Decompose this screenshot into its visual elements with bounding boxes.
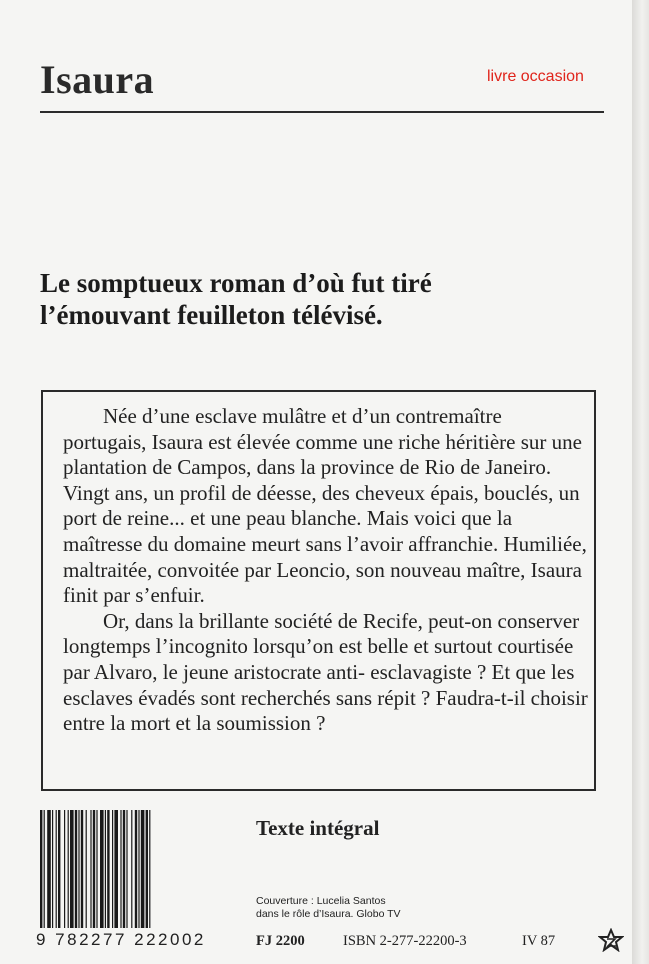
summary-line: de Janeiro. Vingt ans, un profil de déesse, des cheveux (63, 455, 552, 505)
summary-text (63, 404, 588, 737)
barcode-bar (112, 810, 113, 928)
summary-line: esclavagiste ? Et que les esclaves évadés sont recherchés (63, 659, 575, 710)
barcode-bar (141, 810, 145, 928)
barcode-bar (78, 810, 79, 928)
barcode-bar (64, 810, 65, 928)
summary-line: Leoncio, son nouveau maître, Isaura finit par s’enfuir. (63, 557, 582, 608)
cover-credit (256, 895, 401, 921)
isbn: ISBN 2-277-22200-3 (343, 933, 467, 949)
barcode-bar (135, 810, 137, 928)
summary-line: sur une plantation de Campos, dans la province de Rio (63, 429, 582, 480)
summary-box (41, 390, 596, 791)
barcode-digits: 9 782277 222002 (36, 930, 206, 949)
barcode-bar (107, 810, 109, 928)
book-title: Isaura (40, 57, 155, 102)
barcode-bar (120, 810, 121, 928)
barcode-bar (70, 810, 74, 928)
barcode-bar (149, 810, 150, 928)
summary-line: sans répit ? Faudra-t-il choisir entre la mort et la (63, 685, 588, 736)
barcode-bar (68, 810, 69, 928)
summary-line: soumission ? (216, 711, 326, 736)
barcode-bar (56, 810, 57, 928)
title-divider (40, 111, 604, 113)
barcode-bar (126, 810, 127, 928)
summary-line: conserver longtemps l’incognito lorsqu’on est belle et (63, 608, 580, 659)
tagline-line: Le somptueux roman d’où fut tiré (40, 268, 432, 298)
page-edge (632, 0, 649, 964)
summary-line: Mais voici que la maîtresse du domaine meurt sans (63, 506, 513, 556)
barcode-bar (47, 810, 51, 928)
barcode-bar (93, 810, 95, 928)
summary-line: Or, dans la brillante société de Recife, peut-on (103, 608, 493, 633)
barcode-bar (100, 810, 104, 928)
barcode-bar (138, 810, 139, 928)
barcode-bar (114, 810, 118, 928)
barcode-bars (36, 810, 242, 928)
summary-paragraph-1 (63, 404, 588, 609)
barcode-bar (86, 810, 87, 928)
cover-credit-line: dans le rôle d’Isaura. Globo TV (256, 908, 401, 920)
summary-line: surtout courtisée par Alvaro, le jeune aristocrate anti- (63, 634, 574, 684)
cover-credit-line: Couverture : Lucelia Santos (256, 895, 386, 907)
barcode-bar (40, 810, 42, 928)
summary-line: Née d’une esclave mulâtre et d’un contremaître (103, 404, 502, 428)
barcode-bar (81, 810, 83, 928)
series-code: FJ 2200 (256, 933, 305, 949)
star-icon (598, 928, 624, 952)
barcode-bar (131, 810, 132, 928)
summary-line: épais, bouclés, un port de reine... et une peau blanche. (63, 480, 580, 531)
tagline-line: l’émouvant feuilleton télévisé. (40, 300, 383, 330)
summary-line: l’avoir affranchie. Humiliée, maltraitée, convoitée par (63, 531, 587, 582)
barcode-bar (90, 810, 91, 928)
barcode-bar (52, 810, 53, 928)
summary-line: portugais, Isaura est élevée comme une riche héritière (63, 429, 516, 454)
barcode-bar (105, 810, 106, 928)
sticker-label: livre occasion (487, 68, 584, 85)
barcode (36, 810, 246, 958)
barcode-bar (75, 810, 77, 928)
barcode-bar (44, 810, 45, 928)
barcode-bar (96, 810, 97, 928)
edition-label: Texte intégral (256, 816, 380, 840)
price-code: IV 87 (522, 933, 556, 949)
barcode-bar (58, 810, 60, 928)
barcode-bar (146, 810, 148, 928)
barcode-bar (123, 810, 125, 928)
tagline (40, 267, 600, 331)
summary-paragraph-2 (63, 609, 588, 737)
